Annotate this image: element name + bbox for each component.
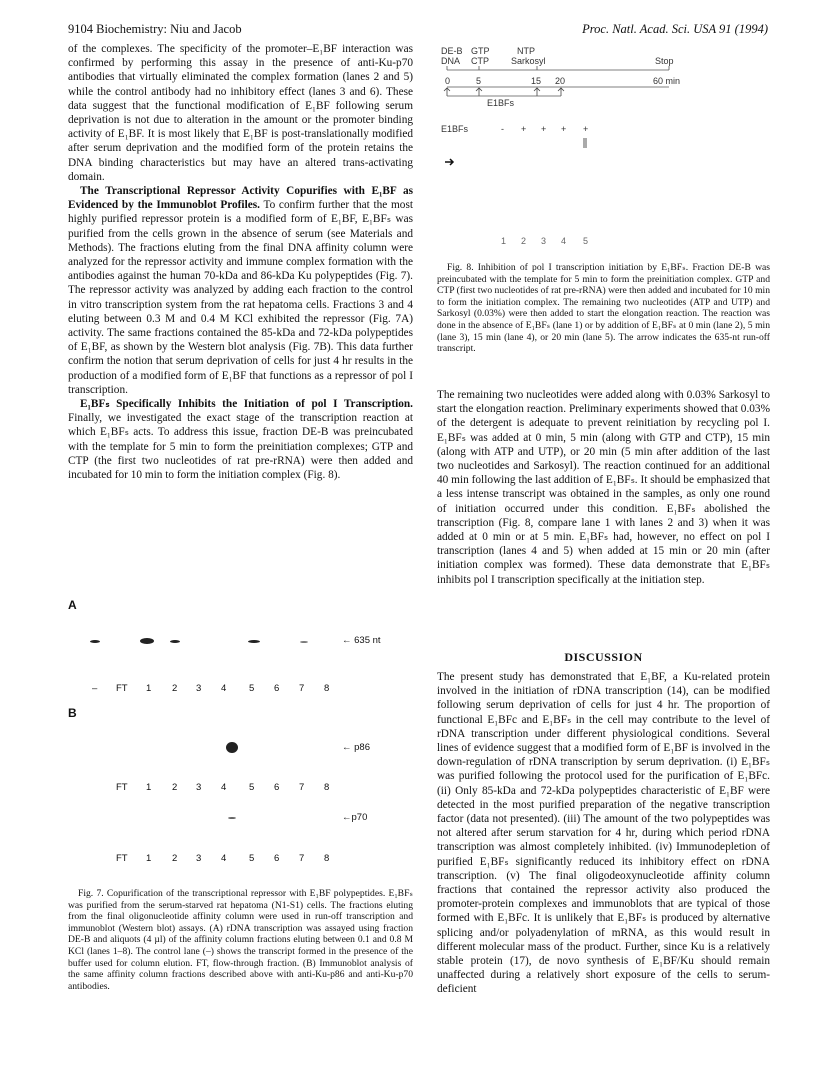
fig7b-lane-labels-2 [0, 853, 400, 867]
lane-label: FT [116, 853, 128, 864]
right-column-discussion [437, 670, 770, 997]
fig8-time-20: 20 [555, 76, 566, 86]
band-lane-1 [140, 638, 154, 644]
band-lane-5 [248, 640, 260, 643]
fig8-label-e1bfs-row: E1BFs [441, 124, 469, 134]
band-p70-lane-4 [228, 817, 236, 819]
fig8-label-ntp: NTP [517, 46, 535, 56]
lane-label: 5 [249, 853, 255, 864]
fig8-lane-4: 4 [561, 236, 567, 246]
fig8-band-lane-5 [583, 138, 587, 148]
lane-label: FT [116, 782, 128, 793]
fig8-label-e1bfs-arrows: E1BFs [487, 98, 515, 108]
fig8-arrow-20 [558, 88, 564, 96]
lane-label: 5 [249, 683, 255, 694]
running-header-right: Proc. Natl. Acad. Sci. USA 91 (1994) [582, 22, 768, 36]
lane-label: 4 [221, 683, 227, 694]
fig8-label-stop: Stop [655, 56, 674, 66]
paragraph-results-1: of the complexes. The specificity of the promoter–E₁BF interaction was confirmed by performing this assay in the presence of anti-Ku-p70 antibodies that virtually eliminated the complex formation (lanes 2 and 5) while the control antibody had no inhibitory effect (lanes 3 and 6). These data suggest that the functional modification of E₁BF following serum deprivation is not due to alteration in the amount or the promoter binding activity of E₁BF. It is most likely that E₁BF is post-translationally modified after serum deprivation and the modified form of the protein retains the DNA binding characteristics but may have an altered trans-activating domain. [68, 43, 413, 183]
lane-label: 4 [221, 782, 227, 793]
lane-label: 6 [274, 853, 280, 864]
fig8-diagram [437, 40, 737, 255]
lane-label: 2 [172, 853, 178, 864]
lane-label: 3 [196, 853, 202, 864]
fig7b-lane-labels-1 [0, 782, 400, 796]
fig8-arrow-0 [444, 88, 450, 96]
fig8-label-ctp: CTP [471, 56, 489, 66]
lane-label: 2 [172, 782, 178, 793]
lane-label: 7 [299, 683, 305, 694]
fig8-time-15: 15 [531, 76, 542, 86]
lane-label: – [92, 683, 98, 694]
marker-p70: ←p70 [342, 812, 368, 823]
paragraph-copurifies-body: To confirm further that the most highly purified repressor protein is a modified form of E₁BF, E₁BFₛ was purified from the cells grown in the absence of serum (see Materials and Methods). The fractions eluting from the final DNA affinity column were analyzed for the repressor activity and immune complex formation with the antibodies against the human 70-kDa and 86-kDa Ku polypeptides (Fig. 7). The repressor activity was analyzed by adding each fraction to the control in vitro transcription system from the rat hepatoma cells. Fractions 3 and 4 eluting between 0.3 M and 0.4 M KCl exhibited the repressor (Fig. 7A) activity. The same fractions contained the 85-kDa and 72-kDa polypeptides of E₁BF, as shown by the Western blot analysis (Fig. 7B). This data further confirm the notion that serum deprivation of cells for just 4 hr results in the production of a modified form of E₁BF that functions as a repressor of pol I transcription. [68, 199, 413, 396]
fig8-time-0: 0 [445, 76, 451, 86]
discussion-heading: DISCUSSION [564, 650, 643, 664]
fig7-panel-b-label: B [68, 706, 77, 720]
lane-label: 8 [324, 782, 330, 793]
lane-label: 3 [196, 683, 202, 694]
fig8-sign-lane-2: + [521, 124, 527, 134]
lane-label: 1 [146, 782, 152, 793]
fig8-time-5: 5 [476, 76, 482, 86]
fig7-panel-a-label: A [68, 598, 77, 612]
fig8-label-dna: DNA [441, 56, 461, 66]
fig8-lane-1: 1 [501, 236, 507, 246]
fig8-lane-3: 3 [541, 236, 547, 246]
fig8-label-gtp: GTP [471, 46, 490, 56]
right-column-upper [437, 388, 770, 587]
fig8-arrow-15 [534, 88, 540, 96]
lane-label: 1 [146, 683, 152, 694]
fig8-sign-lane-4: + [561, 124, 567, 134]
fig8-sign-lane-5: + [583, 124, 589, 134]
lane-label: 7 [299, 782, 305, 793]
paragraph-inhibits-initiation [68, 397, 413, 482]
band-lane-7 [300, 641, 308, 643]
paragraph-discussion: The present study has demonstrated that E₁BF, a Ku-related protein involved in the initiation of rDNA transcription (14), can be modified following serum deprivation of cells for just 4 hr. The proportion of functional E₁BFc and E₁BFₛ in the cell may contribute to the level of rDNA transcription under different physiological conditions. Several lines of evidence suggest that a modified form of E₁BF is involved in the down-regulation of rDNA transcription by serum deprivation. (i) E₁BFₛ was purified following the protocol used for the purification of E₁BFc. (ii) Only 85-kDa and 72-kDa polypeptides characteristic of E₁BF were detected in the most purified preparation of the negative transcription factor (data not presented). (iii) The amount of the two polypeptides was not altered after serum starvation for 4 hr, during which period rDNA transcription was almost completely inhibited. (iv) Immunodepletion of purified E₁BFₛ significantly reduced its inhibitory effect on rDNA transcription. (v) The final oligodeoxynucleotide affinity column fractions that contained the repressor activity also produced the promoter-protein complexes and immunoblots that are typical of those formed with E₁BFc. It is unlikely that E₁BFₛ is produced by alternative splicing and/or polyadenylation of mRNA, as this would result in different molecular mass of the product. Further, since Ku is a relatively stable protein (17), de novo synthesis of E₁BF/Ku should remain unaffected during a relatively short exposure of the cells to serum-deficient [437, 671, 770, 996]
lane-label: 1 [146, 853, 152, 864]
lane-label: 6 [274, 782, 280, 793]
lane-label: 7 [299, 853, 305, 864]
paragraph-repressor-copurifies [68, 184, 413, 397]
fig7-caption [68, 888, 413, 992]
paragraph-inhibits-body: Finally, we investigated the exact stage of the transcription reaction at which E₁BFₛ acts. To address this issue, fraction DE-B was preincubated with the template for 5 min to form the preinitiation complexes; GTP and CTP (the first two nucleotides of rat pre-rRNA) were then added and incubated for 10 min to form the initiation complex (Fig. 8). [68, 412, 413, 482]
lane-label: 4 [221, 853, 227, 864]
marker-635nt-text: 635 nt [354, 635, 381, 646]
lane-label: FT [116, 683, 128, 694]
marker-635nt: ← 635 nt [342, 635, 381, 646]
fig8-sign-lane-1: - [501, 124, 504, 134]
section-heading-copurifies: The Transcriptional Repressor Activity Copurifies with E₁BF as Evidenced by the Immunoblot Profiles. [68, 185, 413, 212]
fig8-arrow-5 [476, 88, 482, 96]
fig7a-lane-labels [0, 683, 400, 697]
marker-p70-text: p70 [351, 812, 368, 823]
fig8-transcript-arrow [445, 159, 453, 165]
paragraph-elongation: The remaining two nucleotides were added along with 0.03% Sarkosyl to start the elongation reaction. Preliminary experiments showed that 0.03% of the detergent is adequate to prevent reinitiation by recycling pol I. E₁BFₛ was added at 0 min, 5 min (along with GTP and CTP), 15 min (along with ATP and UTP), or 20 min (5 min after addition of the last two nucleotides and Sarkosyl). The reaction continued for an additional 40 min following the last addition of E₁BFₛ. It should be emphasized that a less intense transcript was obtained in the samples, as only one round of initiation occurred under this condition. E₁BFₛ abolished the transcription (Fig. 8, compare lane 1 with lanes 2 and 3) when it was added at 0 min or at 5 min. E₁BFₛ had, however, no effect on pol I transcription (lanes 4 and 5) when added at 15 min or 20 min (after initiation complex was formed). These data demonstrate that E₁BFₛ inhibits pol I transcription specifically at the initiation step. [437, 389, 770, 586]
band-p86-lane-4 [226, 742, 238, 753]
lane-label: 5 [249, 782, 255, 793]
fig8-label-deb: DE-B [441, 46, 463, 56]
lane-label: 3 [196, 782, 202, 793]
lane-label: 8 [324, 683, 330, 694]
section-heading-inhibits: E₁BFₛ Specifically Inhibits the Initiation of pol I Transcription. [80, 398, 413, 411]
fig8-label-sarkosyl: Sarkosyl [511, 56, 546, 66]
running-header-left: 9104 Biochemistry: Niu and Jacob [68, 22, 242, 36]
fig8-caption [437, 262, 770, 355]
fig8-sign-lane-3: + [541, 124, 547, 134]
band-lane-ctrl [90, 640, 100, 643]
marker-p86-text: p86 [354, 742, 370, 753]
marker-p86: ← p86 [342, 742, 370, 753]
lane-label: 8 [324, 853, 330, 864]
band-lane-2 [170, 640, 180, 643]
fig8-lane-5: 5 [583, 236, 589, 246]
lane-label: 2 [172, 683, 178, 694]
left-column [68, 42, 413, 482]
fig8-time-60: 60 min [653, 76, 681, 86]
fig8-lane-2: 2 [521, 236, 527, 246]
fig7-caption-text: Fig. 7. Copurification of the transcriptional repressor with E₁BF polypeptides. E₁BFₛ was purified from the serum-starved rat hepatoma (N1-S1) cells. The fractions eluting from the final oligonucleotide affinity column were used in run-off transcription and immunoblot (Western blot) assays. (A) rDNA transcription was assayed using fraction DE-B and aliquots (4 µl) of the affinity column fractions eluting between 0.1 and 0.8 M KCl (lanes 1–8). The control lane (–) shows the transcript formed in the presence of the buffer used for column elution. FT, flow-through fraction. (B) Immunoblot analysis of the same affinity column fractions described above with anti-Ku-p86 and anti-Ku-p70 antibodies. [68, 888, 413, 992]
lane-label: 6 [274, 683, 280, 694]
fig8-caption-text: Fig. 8. Inhibition of pol I transcription initiation by E₁BFₛ. Fraction DE-B was preincubated with the template for 5 min to form the preinitiation complex. GTP and CTP (first two nucleotides of rat pre-rRNA) were then added and incubated for 10 min to form the initiation complex. The remaining two nucleotides (ATP and UTP) and Sarkosyl (0.03%) were then added to start the elongation reaction. The reaction was done in the absence of E₁BFₛ (lane 1) or by addition of E₁BFₛ at 0 min (lane 2), 5 min (lane 3), 15 min (lane 4), or 20 min (lane 5). The arrow indicates the 635-nt run-off transcript. [437, 262, 770, 355]
